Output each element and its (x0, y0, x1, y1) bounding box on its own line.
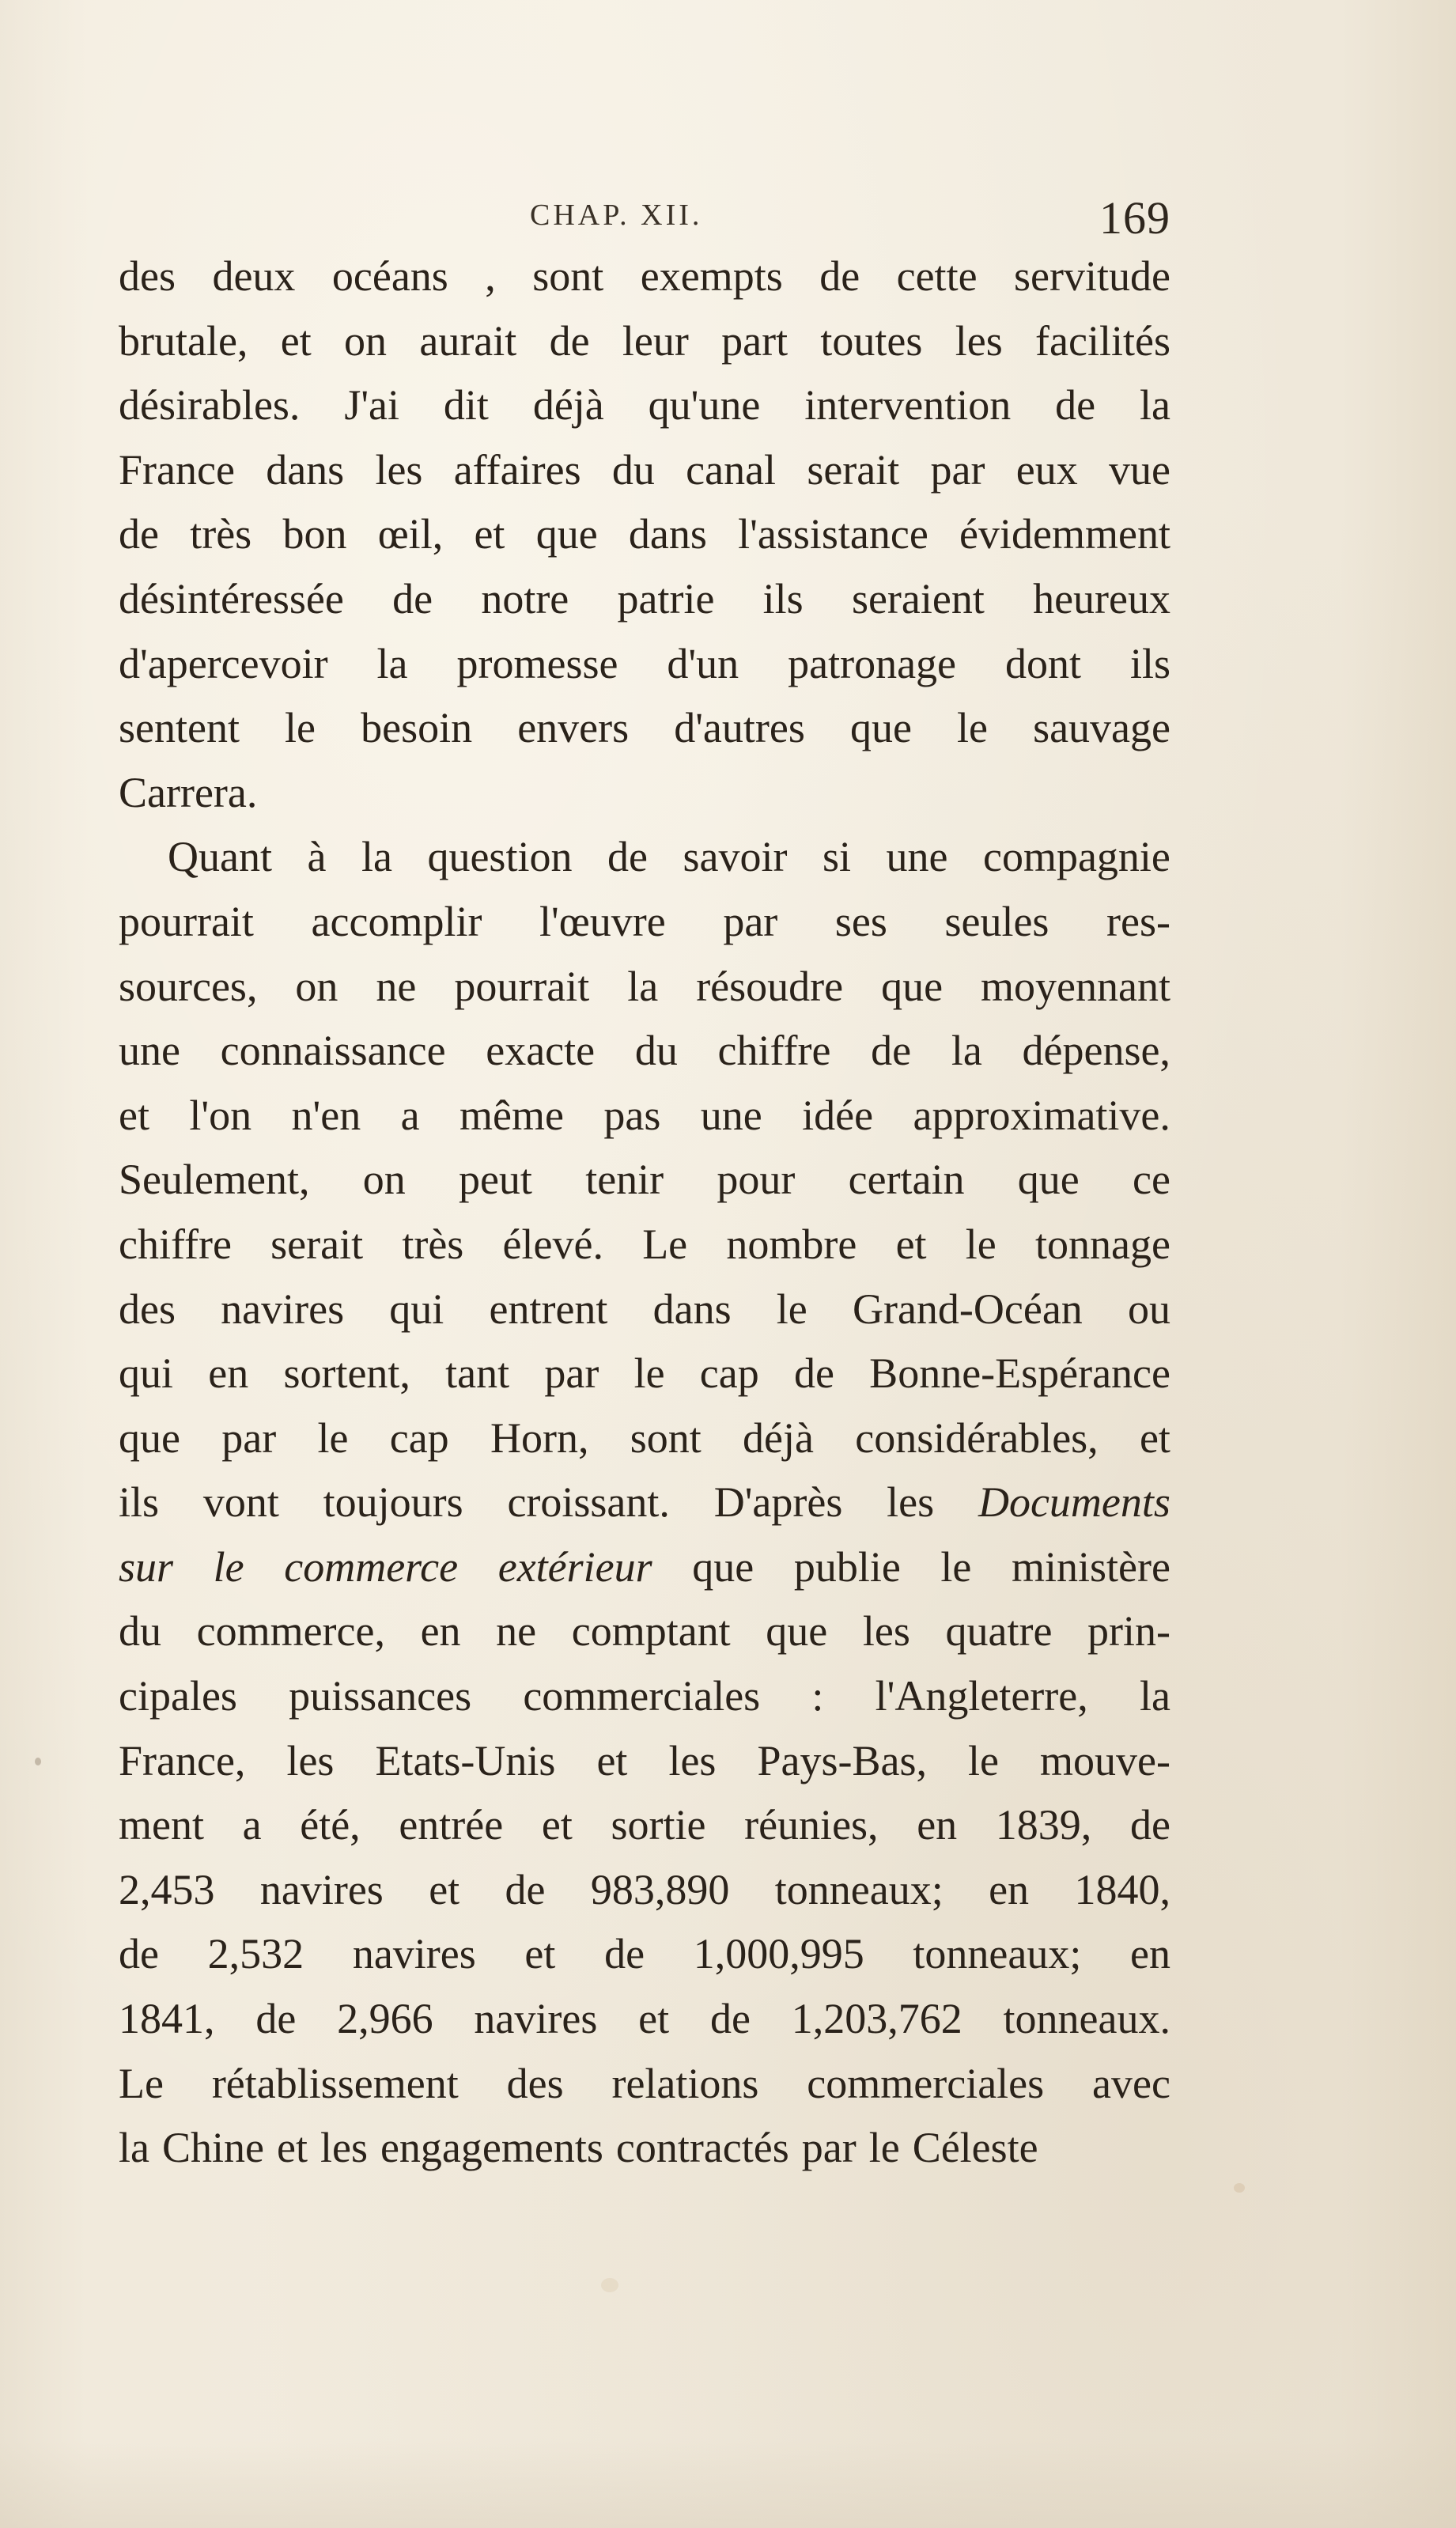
body-text (119, 252, 1170, 2188)
word: œil, (377, 510, 444, 558)
word: ils (762, 574, 804, 623)
word: promesse (456, 639, 618, 687)
word: n'en (291, 1091, 361, 1139)
word: Carrera. (119, 768, 258, 816)
word: ce (1133, 1156, 1170, 1204)
word: toujours (323, 1478, 463, 1527)
word: navires (259, 1865, 384, 1913)
word: comptant (571, 1607, 731, 1656)
word: tonneaux. (1003, 1995, 1170, 2043)
word: Le (119, 2059, 164, 2107)
word: les (887, 1478, 935, 1527)
word: peut (458, 1156, 532, 1204)
word: l'œuvre (539, 897, 666, 945)
word: d'un (667, 639, 739, 687)
word: de (819, 252, 860, 300)
word: à (307, 833, 327, 881)
word: commerciales (807, 2059, 1045, 2107)
word: ne (496, 1607, 537, 1656)
word: qu'une (648, 381, 761, 430)
word: dit (443, 381, 489, 430)
word: canal (686, 445, 777, 494)
paper-stain (35, 1758, 41, 1765)
word: vue (1108, 445, 1170, 494)
word: dépense, (1022, 1027, 1170, 1075)
text-line (119, 1865, 1170, 1930)
word: les (668, 1736, 717, 1784)
word: qui (389, 1285, 444, 1333)
word: part (721, 316, 789, 365)
word: 2,966 (337, 1995, 433, 2043)
word: 2,453 (119, 1865, 215, 1913)
word: le (285, 704, 316, 752)
word: d'autres (674, 704, 805, 752)
word: que (881, 962, 944, 1010)
word: navires (474, 1995, 598, 2043)
word: si (822, 833, 851, 881)
word: du (634, 1027, 678, 1075)
text-line (119, 1220, 1170, 1285)
word: la (361, 833, 392, 881)
word: entrent (489, 1285, 608, 1333)
word: 983,890 (590, 1865, 730, 1913)
word: Documents (978, 1478, 1170, 1527)
word: seraient (851, 574, 985, 623)
text-line (119, 703, 1170, 768)
text-line (119, 1929, 1170, 1994)
word: affaires (453, 445, 581, 494)
word: dans (652, 1285, 732, 1333)
word: notre (481, 574, 569, 623)
word: serait (807, 445, 900, 494)
word: été, (300, 1801, 361, 1849)
word: vont (202, 1478, 279, 1527)
word: très (190, 510, 252, 558)
text-line (119, 316, 1170, 381)
word: croissant. (507, 1478, 670, 1527)
word: toutes (820, 316, 923, 365)
word: qui (119, 1349, 174, 1398)
word: considérables, (855, 1413, 1099, 1462)
word: et (596, 1736, 628, 1784)
word: mouve- (1039, 1736, 1170, 1784)
text-line (119, 1155, 1170, 1220)
word: et (524, 1930, 556, 1978)
word: du (611, 445, 655, 494)
text-line (119, 1606, 1170, 1671)
word: que (535, 510, 598, 558)
text-line (119, 832, 1170, 897)
word: 1841, (119, 1995, 215, 2043)
word: et (280, 316, 312, 365)
word: de (255, 1995, 297, 2043)
word: le (633, 1349, 665, 1398)
word: connaissance (220, 1027, 446, 1075)
word: cette (896, 252, 978, 300)
word: pourrait (119, 897, 254, 945)
word: certain (848, 1156, 965, 1204)
word: sources, (119, 962, 258, 1010)
word: avec (1092, 2059, 1170, 2107)
word: en (1130, 1930, 1170, 1978)
text-line (119, 1800, 1170, 1865)
text-line (119, 1026, 1170, 1091)
paper-stain (601, 2278, 618, 2292)
text-line (119, 962, 1170, 1027)
word: ou (1128, 1285, 1170, 1333)
word: Le (642, 1220, 688, 1268)
word: 1840, (1074, 1865, 1170, 1913)
word: savoir (683, 833, 788, 881)
word: moyennant (981, 962, 1170, 1010)
word: servitude (1014, 252, 1170, 300)
word: désintéressée (119, 574, 344, 623)
word: que (119, 1413, 180, 1462)
word: relations (611, 2059, 759, 2107)
word: de (709, 1995, 751, 2043)
word: en (208, 1349, 249, 1398)
word: déjà (532, 381, 604, 430)
word: Grand-Océan (852, 1285, 1083, 1333)
word: extérieur (497, 1542, 652, 1591)
word: question (427, 833, 573, 881)
word: de (1129, 1801, 1170, 1849)
text-line (119, 1091, 1170, 1156)
word: en (420, 1607, 461, 1656)
word: Seulement, (119, 1156, 310, 1204)
word: et (541, 1801, 573, 1849)
word: approximative. (913, 1091, 1170, 1139)
word: compagnie (982, 833, 1170, 881)
text-line (119, 1671, 1170, 1736)
word: dans (266, 445, 345, 494)
word: Bonne-Espérance (869, 1349, 1170, 1398)
page-edge-shadow (0, 2441, 1456, 2528)
word: ne (376, 962, 417, 1010)
word: commerce (284, 1542, 459, 1591)
word: commerce, (196, 1607, 385, 1656)
text-line (119, 574, 1170, 639)
word: chiffre (119, 1220, 232, 1268)
text-line (119, 639, 1170, 704)
word: ses (834, 897, 887, 945)
word: résoudre (696, 962, 844, 1010)
word: que (849, 704, 912, 752)
word: contractés (615, 2124, 789, 2172)
word: entrée (399, 1801, 504, 1849)
word: le (317, 1413, 349, 1462)
text-line (119, 1349, 1170, 1413)
word: en (989, 1865, 1030, 1913)
word: la (1139, 381, 1170, 430)
word: la (376, 639, 408, 687)
word: tant (445, 1349, 510, 1398)
word: cap (699, 1349, 759, 1398)
word: pour (717, 1156, 796, 1204)
word: très (402, 1220, 464, 1268)
word: et (638, 1995, 670, 2043)
word: par (544, 1349, 599, 1398)
word: et (119, 1091, 149, 1139)
word: et (1139, 1413, 1170, 1462)
word: sauvage (1033, 704, 1170, 752)
word: le (957, 704, 988, 752)
word: cipales (119, 1672, 237, 1720)
word: des (119, 252, 176, 300)
word: chiffre (717, 1027, 831, 1075)
word: Etats-Unis (375, 1736, 556, 1784)
word: J'ai (344, 381, 400, 430)
word: sont (630, 1413, 702, 1462)
word: tonneaux; (774, 1865, 944, 1913)
word: et (276, 2124, 308, 2172)
word: pas (603, 1091, 661, 1139)
word: navires (352, 1930, 476, 1978)
word: tonnage (1035, 1220, 1170, 1268)
text-line (119, 768, 1170, 833)
word: de (392, 574, 433, 623)
word: de (607, 833, 648, 881)
word: intervention (804, 381, 1012, 430)
text-line (119, 1542, 1170, 1607)
word: quatre (945, 1607, 1053, 1656)
word: 2,532 (207, 1930, 304, 1978)
word: de (119, 1930, 159, 1978)
word: les (955, 316, 1003, 365)
word: ils (119, 1478, 160, 1527)
text-line (119, 252, 1170, 316)
word: océans (331, 252, 448, 300)
word: ils (1129, 639, 1170, 687)
word: serait (270, 1220, 364, 1268)
word: 1,203,762 (791, 1995, 962, 2043)
word: leur (622, 316, 689, 365)
word: tonneaux; (913, 1930, 1082, 1978)
running-head: CHAP. XII. (530, 199, 703, 232)
word: de (871, 1027, 912, 1075)
word: du (119, 1607, 161, 1656)
word: les (862, 1607, 910, 1656)
word: , (485, 252, 496, 300)
text-line (119, 1413, 1170, 1478)
word: D'après (713, 1478, 843, 1527)
word: le (776, 1285, 807, 1333)
word: et (474, 510, 505, 558)
word: on (344, 316, 388, 365)
word: 1839, (995, 1801, 1092, 1849)
paper-stain (1234, 2183, 1245, 2193)
word: heureux (1033, 574, 1170, 623)
word: aurait (419, 316, 517, 365)
word: élevé. (502, 1220, 603, 1268)
word: prin- (1087, 1607, 1170, 1656)
word: sentent (119, 704, 240, 752)
word: l'on (189, 1091, 252, 1139)
word: par (723, 897, 778, 945)
word: que (1017, 1156, 1080, 1204)
word: par (930, 445, 985, 494)
word: des (506, 2059, 564, 2107)
word: dont (1004, 639, 1081, 687)
word: évidemment (959, 510, 1170, 558)
word: le (967, 1736, 999, 1784)
word: dans (628, 510, 707, 558)
word: 1,000,995 (693, 1930, 864, 1978)
word: le (868, 2124, 900, 2172)
word: réunies, (744, 1801, 879, 1849)
word: res- (1106, 897, 1170, 945)
word: sur (119, 1542, 174, 1591)
word: déjà (743, 1413, 814, 1462)
word: sortie (611, 1801, 706, 1849)
word: facilités (1035, 316, 1170, 365)
word: nombre (726, 1220, 857, 1268)
text-line (119, 509, 1170, 574)
word: exempts (640, 252, 783, 300)
word: et (429, 1865, 460, 1913)
word: exacte (486, 1027, 596, 1075)
word: seules (944, 897, 1049, 945)
word: de (549, 316, 590, 365)
word: que (766, 1607, 828, 1656)
text-line (119, 445, 1170, 510)
page-number: 169 (1099, 192, 1170, 244)
word: le (965, 1220, 997, 1268)
word: pourrait (454, 962, 590, 1010)
word: la (119, 2124, 149, 2172)
word: ministère (1012, 1542, 1170, 1591)
word: la (1139, 1672, 1170, 1720)
word: les (286, 1736, 335, 1784)
word: rétablissement (211, 2059, 459, 2107)
word: tenir (585, 1156, 664, 1204)
text-line (119, 1478, 1170, 1542)
text-line (119, 2059, 1170, 2124)
word: patrie (617, 574, 715, 623)
word: ment (119, 1801, 204, 1849)
text-line (119, 1736, 1170, 1801)
word: l'assistance (738, 510, 928, 558)
word: a (400, 1091, 420, 1139)
word: publie (793, 1542, 901, 1591)
word: on (362, 1156, 406, 1204)
text-line (119, 897, 1170, 962)
word: une (119, 1027, 180, 1075)
word: France (119, 445, 235, 494)
word: France, (119, 1736, 246, 1784)
word: on (295, 962, 338, 1010)
word: Céleste (912, 2124, 1038, 2172)
word: eux (1015, 445, 1078, 494)
word: navires (221, 1285, 345, 1333)
word: accomplir (311, 897, 482, 945)
word: commerciales (523, 1672, 761, 1720)
word: de (505, 1865, 546, 1913)
word: la (627, 962, 659, 1010)
word: Pays-Bas, (757, 1736, 927, 1784)
text-line (119, 2123, 1170, 2188)
word: des (119, 1285, 176, 1333)
word: les (320, 2124, 368, 2172)
word: : (811, 1672, 824, 1720)
word: sont (532, 252, 604, 300)
word: Quant (168, 833, 272, 881)
word: que (692, 1542, 754, 1591)
word: bon (282, 510, 347, 558)
word: patronage (788, 639, 957, 687)
word: le (940, 1542, 972, 1591)
page-header (119, 191, 1170, 247)
word: le (213, 1542, 244, 1591)
text-line (119, 1994, 1170, 2059)
word: une (700, 1091, 762, 1139)
word: sortent, (283, 1349, 410, 1398)
word: désirables. (119, 381, 301, 430)
word: a (242, 1801, 262, 1849)
word: même (459, 1091, 564, 1139)
text-line (119, 1285, 1170, 1349)
word: de (604, 1930, 645, 1978)
word: besoin (361, 704, 473, 752)
word: par (801, 2124, 857, 2172)
text-line (119, 380, 1170, 445)
word: Horn, (490, 1413, 589, 1462)
word: par (221, 1413, 277, 1462)
word: de (1055, 381, 1096, 430)
word: idée (802, 1091, 874, 1139)
word: d'apercevoir (119, 639, 328, 687)
word: en (917, 1801, 958, 1849)
word: engagements (380, 2124, 603, 2172)
word: envers (517, 704, 630, 752)
word: l'Angleterre, (875, 1672, 1088, 1720)
word: une (886, 833, 948, 881)
word: les (375, 445, 423, 494)
word: Chine (161, 2124, 264, 2172)
word: la (951, 1027, 982, 1075)
word: puissances (289, 1672, 472, 1720)
word: de (119, 510, 159, 558)
word: brutale, (119, 316, 248, 365)
word: deux (212, 252, 296, 300)
word: de (793, 1349, 834, 1398)
word: cap (389, 1413, 449, 1462)
word: et (895, 1220, 927, 1268)
